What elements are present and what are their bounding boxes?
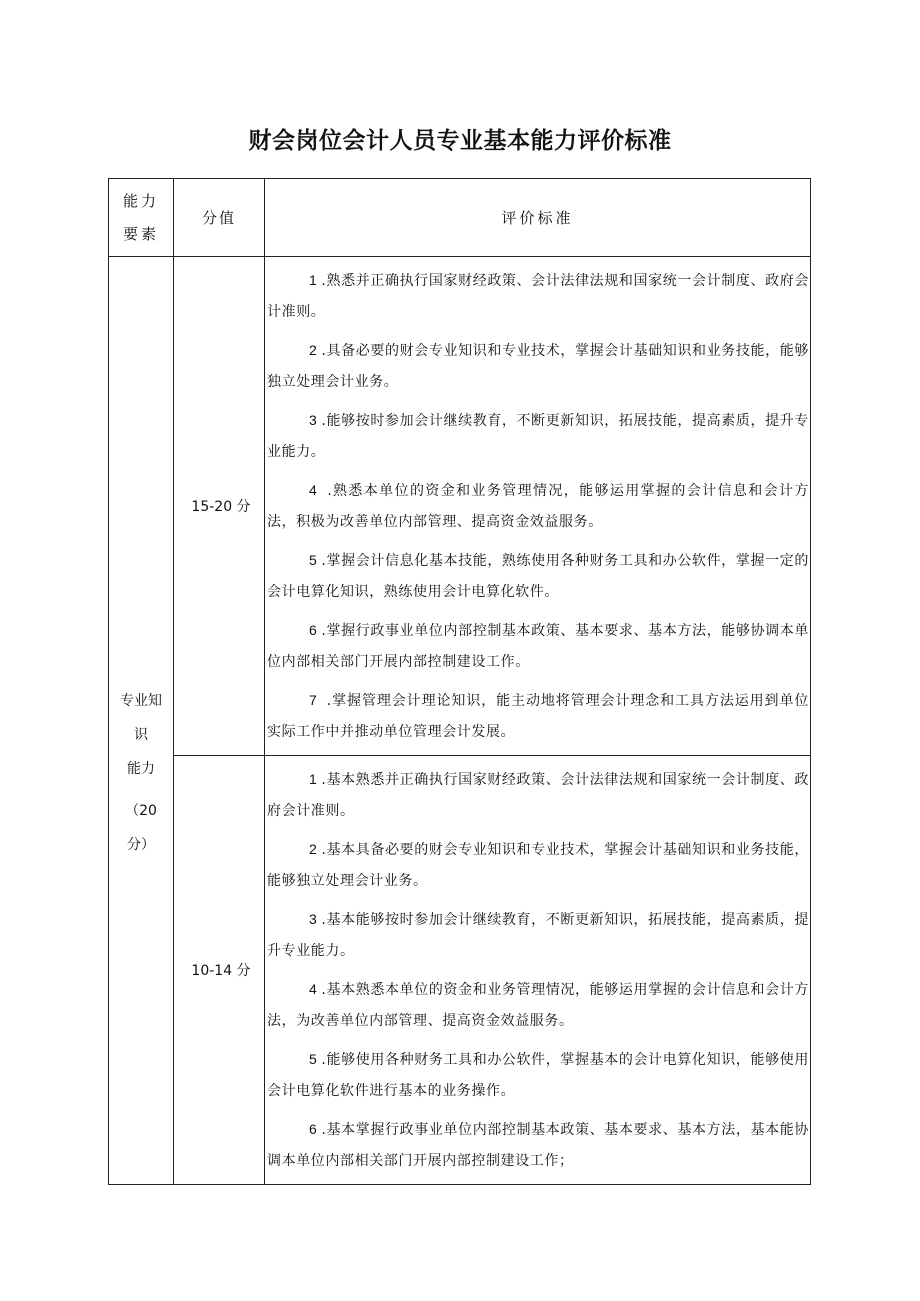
table-row-level-2 [109,756,811,1185]
criteria-item: 1 .熟悉并正确执行国家财经政策、会计法律法规和国家统一会计制度、政府会计准则。 [267,272,809,320]
ability-element-line1: 专业知 [120,692,162,709]
criteria-item: 5 .掌握会计信息化基本技能，熟练使用各种财务工具和办公软件，掌握一定的会计电算化知识，熟练使用会计电算化软件。 [267,552,809,600]
criteria-item: 5 .能够使用各种财务工具和办公软件，掌握基本的会计电算化知识，能够使用会计电算化软件进行基本的业务操作。 [267,1051,809,1099]
document-title: 财会岗位会计人员专业基本能力评价标准 [248,128,672,154]
ability-element-line3: 能力 [127,760,155,777]
criteria-item: 1 .基本熟悉并正确执行国家财经政策、会计法律法规和国家统一会计制度、政府会计准则。 [267,771,809,819]
criteria-item: 7 .掌握管理会计理论知识，能主动地将管理会计理念和工具方法运用到单位实际工作中并推动单位管理会计发展。 [267,692,809,740]
criteria-cell-level-2 [265,756,811,1185]
ability-element-line2: 识 [134,726,148,743]
criteria-item: 4 .熟悉本单位的资金和业务管理情况，能够运用掌握的会计信息和会计方法，积极为改善单位内部管理、提高资金效益服务。 [267,482,809,530]
criteria-item: 2 .基本具备必要的财会专业知识和专业技术，掌握会计基础知识和业务技能，能够独立处理会计业务。 [267,841,809,889]
criteria-item: 3 .能够按时参加会计继续教育，不断更新知识，拓展技能，提高素质，提升专业能力。 [267,412,809,460]
header-score: 分值 [174,179,265,257]
criteria-item: 4 .基本熟悉本单位的资金和业务管理情况，能够运用掌握的会计信息和会计方法，为改善单位内部管理、提高资金效益服务。 [267,981,809,1029]
criteria-item: 2 .具备必要的财会专业知识和专业技术，掌握会计基础知识和业务技能，能够独立处理会计业务。 [267,342,809,390]
score-cell-level-1: 15-20 分 [174,257,265,756]
criteria-item: 3 .基本能够按时参加会计继续教育，不断更新知识，拓展技能，提高素质，提升专业能力。 [267,911,809,959]
table-row-level-1 [109,257,811,756]
criteria-item: 6 .基本掌握行政事业单位内部控制基本政策、基本要求、基本方法，基本能协调本单位内部相关部门开展内部控制建设工作； [267,1121,809,1169]
ability-element-line5: 分） [127,836,155,853]
header-ability-element [109,179,174,257]
ability-element-cell [109,257,174,1185]
header-ability-line2: 要素 [122,224,159,243]
ability-element-line4: （20 [125,802,157,819]
header-ability-line1: 能力 [122,191,159,210]
score-cell-level-2: 10-14 分 [174,756,265,1185]
header-criteria: 评价标准 [265,179,811,257]
header-row [109,179,811,257]
criteria-cell-level-1 [265,257,811,756]
evaluation-table [108,178,811,1185]
criteria-item: 6 .掌握行政事业单位内部控制基本政策、基本要求、基本方法，能够协调本单位内部相关部门开展内部控制建设工作。 [267,622,809,670]
